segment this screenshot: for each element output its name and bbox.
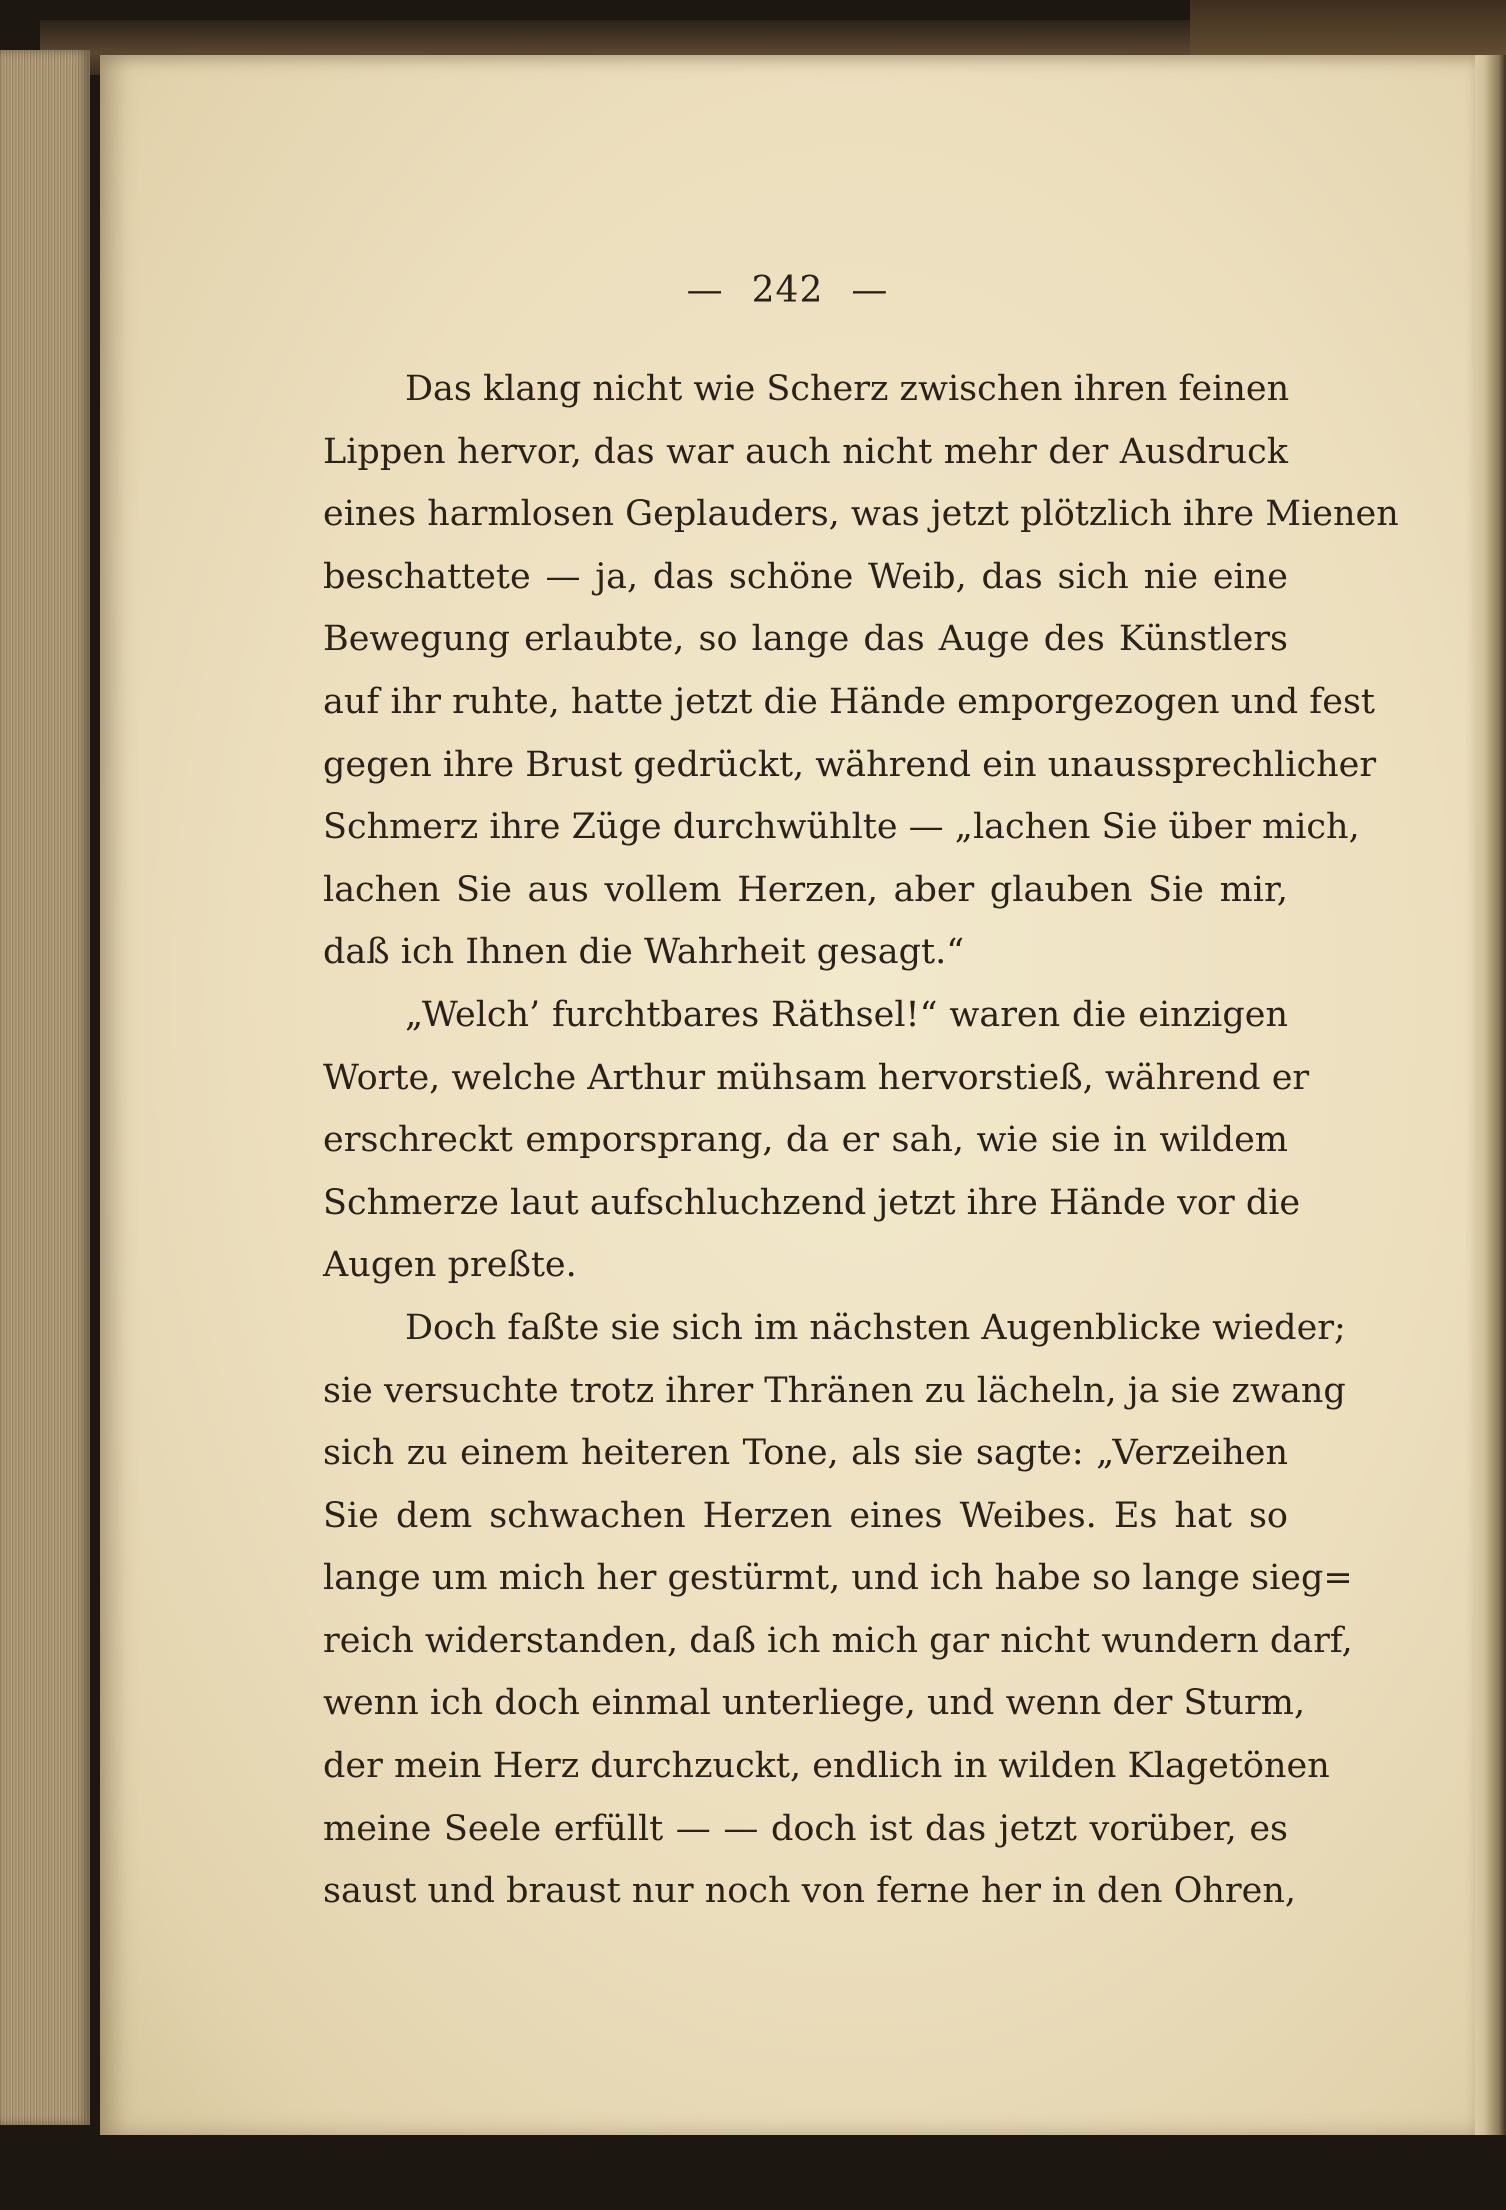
text-line: erschreckt emporsprang, da er sah, wie sie in wildem [323,1120,1288,1161]
text-line: beschattete — ja, das schöne Weib, das sich nie eine [323,556,1288,597]
page-right-edge [1470,55,1506,2135]
text-line: auf ihr ruhte, hatte jetzt die Hände emporgezogen und fest [323,681,1375,722]
text-line: saust und braust nur noch von ferne her in den Ohren, [323,1871,1297,1912]
paragraph-2 [323,984,1310,1297]
header-dash-left: — [686,270,724,311]
page-header [100,270,1475,311]
page-number: 242 [751,270,824,311]
text-line: Sie dem schwachen Herzen eines Weibes. Es hat so [323,1495,1288,1536]
paragraph-1 [323,358,1399,984]
text-line: daß ich Ihnen die Wahrheit gesagt.“ [323,932,965,973]
text-line: wenn ich doch einmal unterliege, und wenn der Sturm, [323,1683,1306,1724]
text-line: Lippen hervor, das war auch nicht mehr der Ausdruck [323,431,1288,472]
text-line: Worte, welche Arthur mühsam hervorstieß, während er [323,1057,1310,1098]
page-body [323,358,1399,1923]
text-line: Augen preßte. [323,1245,577,1286]
text-line: meine Seele erfüllt — — doch ist das jetzt vorüber, es [323,1808,1288,1849]
text-line: Das klang nicht wie Scherz zwischen ihren feinen [405,369,1290,409]
text-line: Schmerze laut aufschluchzend jetzt ihre Hände vor die [323,1182,1301,1223]
text-line: Bewegung erlaubte, so lange das Auge des Künstlers [323,619,1288,660]
text-line: gegen ihre Brust gedrückt, während ein unaussprechlicher [323,744,1377,785]
paragraph-3 [323,1297,1353,1923]
text-line: Schmerz ihre Züge durchwühlte — „lachen Sie über mich, [323,807,1360,848]
text-line: der mein Herz durchzuckt, endlich in wilden Klagetönen [323,1746,1330,1787]
header-dash-right: — [851,270,889,311]
text-line: Doch faßte sie sich im nächsten Augenblicke wieder; [405,1307,1346,1348]
text-line: reich widerstanden, daß ich mich gar nicht wundern darf, [323,1620,1353,1661]
text-line: „Welch’ furchtbares Räthsel!“ waren die einzigen [405,994,1288,1035]
page-stack-edge [0,50,90,2125]
text-line: lachen Sie aus vollem Herzen, aber glauben Sie mir, [323,869,1288,910]
text-line: sie versuchte trotz ihrer Thränen zu lächeln, ja sie zwang [323,1370,1346,1411]
text-line: lange um mich her gestürmt, und ich habe so lange sieg= [323,1558,1353,1599]
text-line: sich zu einem heiteren Tone, als sie sagte: „Verzeihen [323,1433,1288,1474]
text-line: eines harmlosen Geplauders, was jetzt plötzlich ihre Mienen [323,494,1399,535]
